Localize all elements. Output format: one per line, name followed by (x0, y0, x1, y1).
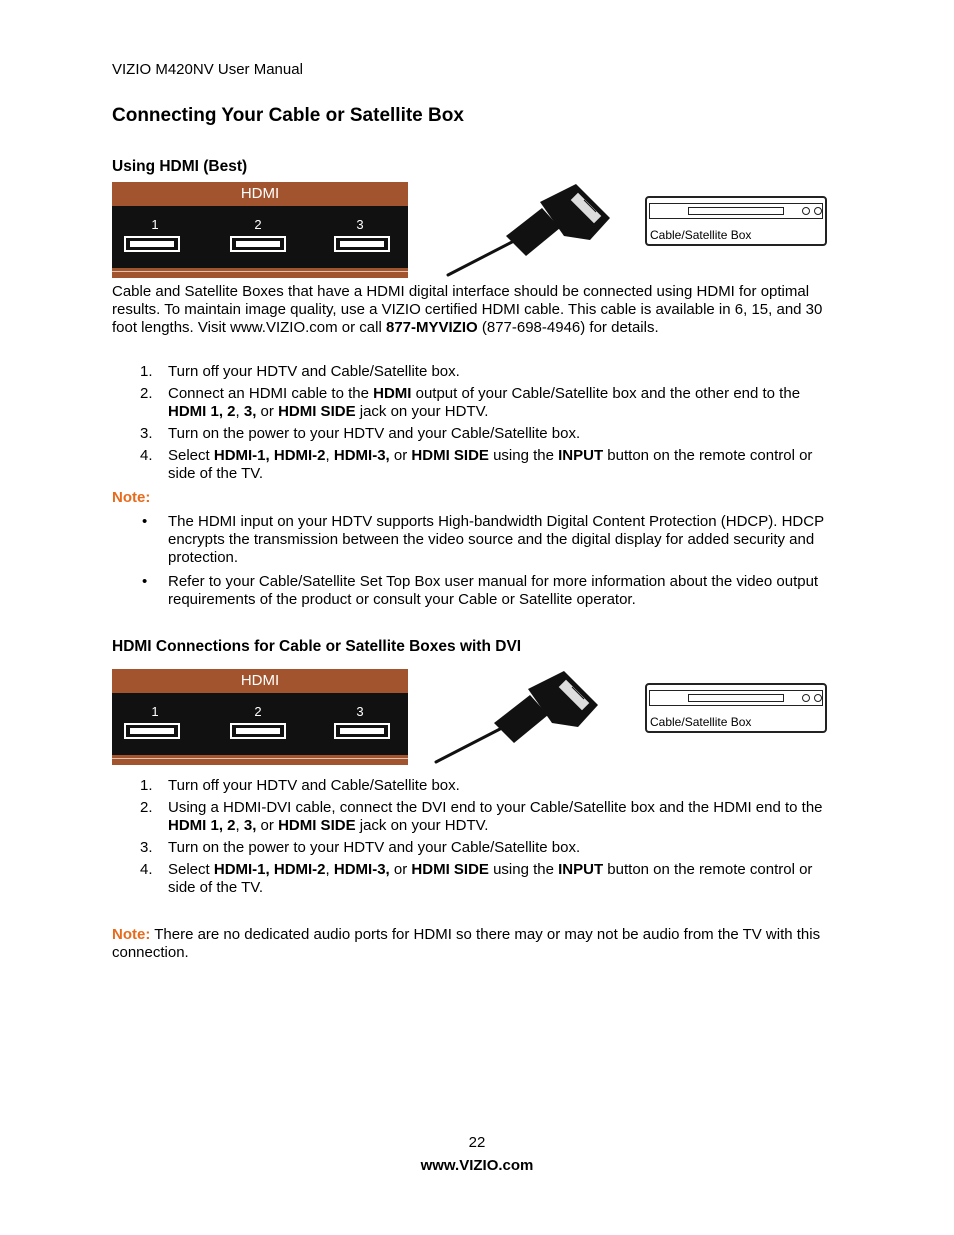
page-number: 22 (468, 1134, 486, 1151)
led-icon (814, 694, 822, 702)
hdmi-port-number: 1 (151, 704, 159, 719)
hdmi-panel-label: HDMI (240, 185, 280, 202)
hdmi-panel-label: HDMI (240, 672, 280, 689)
hdmi-port-number: 1 (151, 217, 159, 232)
hdmi-port-panel-illustration (112, 669, 408, 765)
led-icon (802, 694, 810, 702)
hdmi-port-icon (230, 236, 286, 252)
hdmi-port-number: 2 (254, 217, 262, 232)
list-item: 3. Turn on the power to your HDTV and your Cable/Satellite box. (140, 839, 581, 856)
list-item: • Refer to your Cable/Satellite Set Top Box user manual for more information about the video output requirements of the product or consult your Cable or Satellite operator. (142, 573, 819, 608)
hdmi-port-icon (124, 723, 180, 739)
list-item: • The HDMI input on your HDTV supports High-bandwidth Digital Content Protection (HDCP). HDCP encrypts the transmission between the video source and the digital display for added security and protection. (142, 513, 824, 566)
subheading-hdmi-dvi: HDMI Connections for Cable or Satellite Boxes with DVI (112, 638, 522, 655)
steps-list-hdmi (112, 363, 842, 487)
box-label: Cable/Satellite Box (650, 715, 752, 729)
led-icon (802, 207, 810, 215)
list-item: 2. Connect an HDMI cable to the HDMI output of your Cable/Satellite box and the other end to the HDMI 1, 2, 3, or HDMI SIDE jack on your HDTV. (140, 385, 801, 420)
list-item: 1. Turn off your HDTV and Cable/Satellite box. (140, 777, 460, 794)
hdmi-port-number: 3 (356, 704, 364, 719)
notes-list (112, 513, 842, 615)
list-item: 3. Turn on the power to your HDTV and your Cable/Satellite box. (140, 425, 581, 442)
cable-satellite-box-illustration (645, 196, 827, 246)
subheading-hdmi-best: Using HDMI (Best) (112, 158, 248, 175)
running-header: VIZIO M420NV User Manual (112, 61, 303, 78)
hdmi-cable-icon (428, 667, 608, 767)
hdmi-port-icon (334, 723, 390, 739)
list-item: 4. Select HDMI-1, HDMI-2, HDMI-3, or HDMI SIDE using the INPUT button on the remote control or side of the TV. (140, 861, 813, 896)
led-icon (814, 207, 822, 215)
hdmi-port-number: 3 (356, 217, 364, 232)
hdmi-port-icon (334, 236, 390, 252)
dvi-note: Note: There are no dedicated audio ports for HDMI so there may or may not be audio from the TV with this connection. (112, 926, 821, 961)
list-item: 2. Using a HDMI-DVI cable, connect the DVI end to your Cable/Satellite box and the HDMI end to the HDMI 1, 2, 3, or HDMI SIDE jack on your HDTV. (140, 799, 823, 834)
hdmi-port-panel-illustration (112, 182, 408, 278)
intro-paragraph: Cable and Satellite Boxes that have a HDMI digital interface should be connected using HDMI for optimal results. To maintain image quality, use a VIZIO certified HDMI cable. This cable is available in 6, 15, and 30 foot lengths. Visit www.VIZIO.com or call 877-MYVIZIO (877-698-4946) for details. (112, 283, 823, 336)
list-item: 1. Turn off your HDTV and Cable/Satellite box. (140, 363, 460, 380)
phone-highlight: 877-MYVIZIO (385, 319, 478, 336)
hdmi-cable-icon (440, 180, 620, 280)
hdmi-port-icon (230, 723, 286, 739)
cable-satellite-box-illustration (645, 683, 827, 733)
hdmi-port-number: 2 (254, 704, 262, 719)
note-label: Note: (112, 489, 151, 506)
list-item: 4. Select HDMI-1, HDMI-2, HDMI-3, or HDMI SIDE using the INPUT button on the remote control or side of the TV. (140, 447, 813, 482)
box-label: Cable/Satellite Box (650, 228, 752, 242)
footer-website: www.VIZIO.com (420, 1157, 534, 1174)
hdmi-port-icon (124, 236, 180, 252)
section-title: Connecting Your Cable or Satellite Box (112, 105, 464, 126)
note-label: Note: (112, 926, 151, 943)
steps-list-dvi (112, 777, 842, 901)
